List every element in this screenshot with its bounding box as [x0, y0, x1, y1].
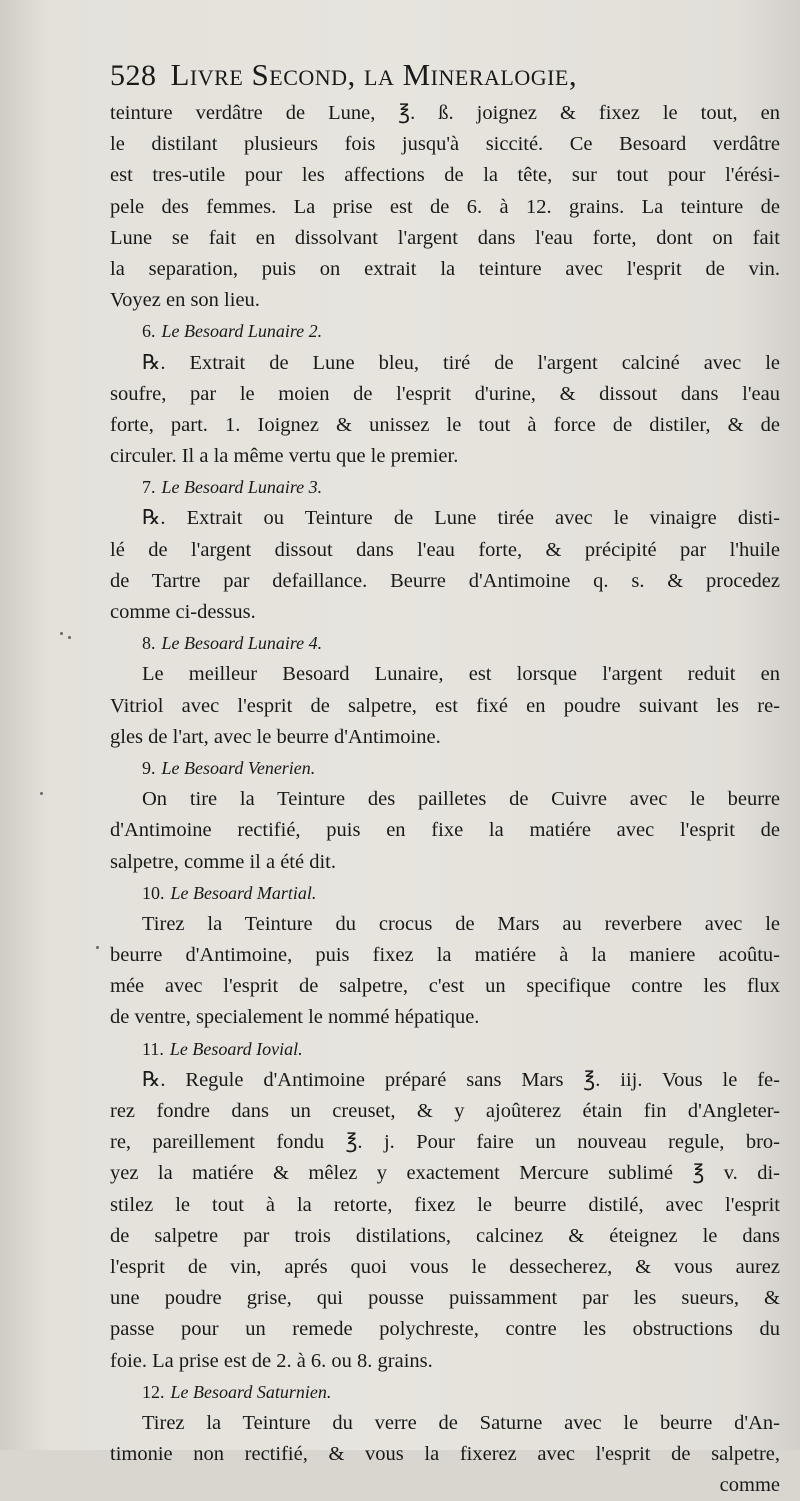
running-head — [110, 52, 780, 98]
section-heading — [110, 1034, 780, 1065]
page-number: 528 — [110, 59, 157, 92]
text-line: mée avec l'esprit de salpetre, c'est un specifique contre les flux — [110, 975, 780, 998]
catchword: comme — [719, 1474, 780, 1497]
margin-speck — [40, 792, 43, 795]
text-line: rez fondre dans un creuset, & y ajoûterez étain fin d'Angleter- — [110, 1100, 780, 1122]
text-line: forte, part. 1. Ioignez & unissez le tout à force de distiler, & de — [110, 413, 780, 436]
text-block — [110, 52, 780, 1501]
text-line: salpetre, comme il a été dit. — [110, 850, 336, 873]
text-line: Voyez en son lieu. — [110, 289, 260, 312]
margin-speck — [68, 636, 71, 639]
margin-speck — [60, 632, 63, 635]
section-title: Le Besoard Martial. — [170, 882, 317, 903]
text-line: Tirez la Teinture du crocus de Mars au reverbere avec le — [142, 912, 780, 935]
section-number: 8. — [142, 633, 156, 654]
section-title: Le Besoard Lunaire 2. — [161, 321, 323, 342]
text-line: Le meilleur Besoard Lunaire, est lorsque l'argent reduit en — [142, 663, 780, 686]
margin-speck — [96, 946, 99, 949]
text-line: pele des femmes. La prise est de 6. à 12. grains. La teinture de — [110, 195, 780, 218]
text-line: stilez le tout à la retorte, fixez le beurre distilé, avec l'esprit — [110, 1193, 780, 1216]
section-title: Le Besoard Iovial. — [169, 1038, 303, 1059]
text-line: ℞. Extrait ou Teinture de Lune tirée avec le vinaigre disti- — [142, 507, 780, 530]
running-title: Livre Second, la Mineralogie, — [170, 57, 578, 92]
text-line: soufre, par le moien de l'esprit d'urine, & dissout dans l'eau — [110, 382, 780, 405]
text-line: de ventre, specialement le nommé hépatique. — [110, 1006, 480, 1029]
text-line: yez la matiére & mêlez y exactement Mercure sublimé ℥ v. di- — [110, 1162, 780, 1185]
section-title: Le Besoard Saturnien. — [170, 1381, 332, 1402]
text-line: foie. La prise est de 2. à 6. ou 8. grains. — [110, 1349, 433, 1372]
text-line: Lune se fait en dissolvant l'argent dans l'eau forte, dont on fait — [110, 226, 780, 249]
section-number: 7. — [142, 477, 156, 498]
section-number: 9. — [142, 757, 156, 778]
text-line: comme ci-dessus. — [110, 601, 256, 623]
text-line: gles de l'art, avec le beurre d'Antimoine. — [110, 725, 441, 748]
text-line: lé de l'argent dissout dans l'eau forte, & précipité par l'huile — [110, 538, 780, 561]
text-line: circuler. Il a la même vertu que le premier. — [110, 445, 459, 468]
section-title: Le Besoard Lunaire 3. — [161, 477, 323, 498]
text-line: de salpetre par trois distilations, calcinez & éteignez le dans — [110, 1224, 780, 1247]
text-line: passe pour un remede polychreste, contre les obstructions du — [110, 1318, 780, 1341]
text-line: Vitriol avec l'esprit de salpetre, est fixé en poudre suivant les re- — [110, 694, 780, 717]
section-number: 6. — [142, 321, 156, 342]
text-line: ℞. Regule d'Antimoine préparé sans Mars ℥. iij. Vous le fe- — [142, 1068, 780, 1091]
section-number: 11. — [142, 1038, 164, 1059]
section-heading — [110, 753, 780, 784]
section-number: 12. — [142, 1381, 165, 1402]
text-line: d'Antimoine rectifié, puis en fixe la matiére avec l'esprit de — [110, 819, 780, 842]
section-heading — [110, 878, 780, 909]
section-number: 10. — [142, 882, 165, 903]
text-line: de Tartre par defaillance. Beurre d'Antimoine q. s. & procedez — [110, 569, 780, 592]
text-line: teinture verdâtre de Lune, ℥. ß. joignez & fixez le tout, en — [110, 102, 780, 124]
text-line: re, pareillement fondu ℥. j. Pour faire un nouveau regule, bro- — [110, 1131, 780, 1154]
text-line: une poudre grise, qui pousse puissamment par les sueurs, & — [110, 1287, 780, 1310]
text-line: l'esprit de vin, aprés quoi vous le dessecherez, & vous aurez — [110, 1255, 780, 1278]
text-line: beurre d'Antimoine, puis fixez la matiére à la maniere acoûtu- — [110, 944, 780, 967]
text-line: le distilant plusieurs fois jusqu'à siccité. Ce Besoard verdâtre — [110, 133, 780, 156]
text-line: timonie non rectifié, & vous la fixerez avec l'esprit de salpetre, — [110, 1443, 780, 1466]
section-title: Le Besoard Lunaire 4. — [161, 633, 323, 654]
text-line: On tire la Teinture des pailletes de Cuivre avec le beurre — [142, 788, 780, 811]
text-line: Tirez la Teinture du verre de Saturne avec le beurre d'An- — [142, 1411, 780, 1434]
text-line: ℞. Extrait de Lune bleu, tiré de l'argent calciné avec le — [142, 351, 780, 374]
section-title: Le Besoard Venerien. — [161, 757, 316, 778]
text-line: la separation, puis on extrait la teinture avec l'esprit de vin. — [110, 257, 780, 280]
section-heading — [110, 472, 780, 503]
section-heading — [110, 316, 780, 347]
text-line: est tres-utile pour les affections de la tête, sur tout pour l'érési- — [110, 164, 780, 187]
section-heading — [110, 1377, 780, 1408]
section-heading — [110, 628, 780, 659]
body-text — [110, 98, 780, 1501]
